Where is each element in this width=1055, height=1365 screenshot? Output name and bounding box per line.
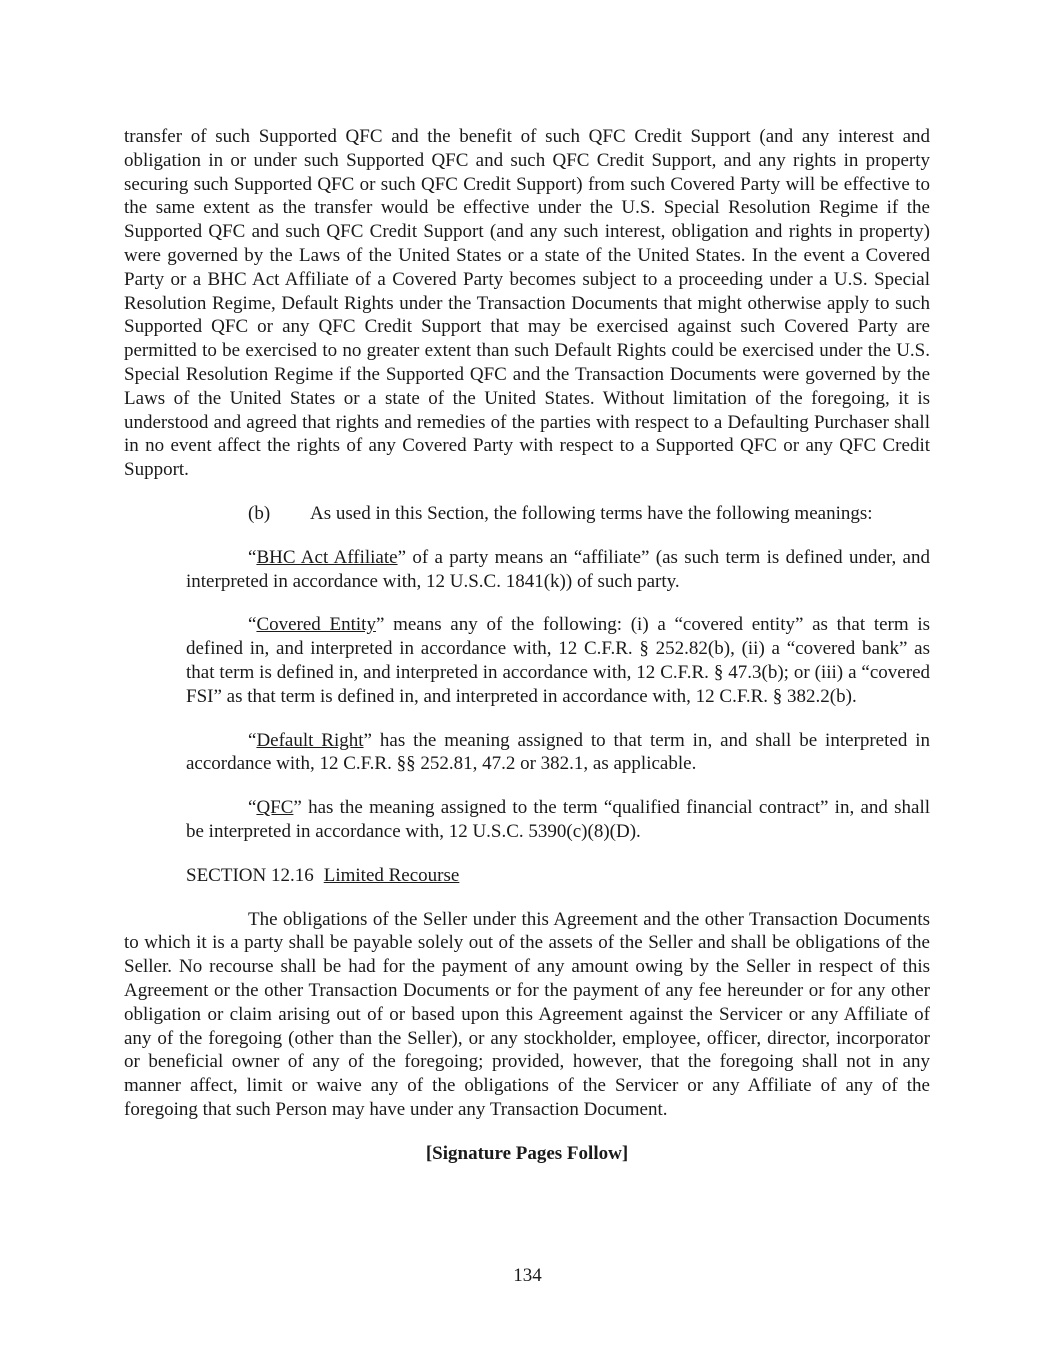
definition-open-quote: “ (248, 546, 257, 568)
signature-note: [Signature Pages Follow] (425, 1142, 629, 1164)
section-heading (186, 864, 930, 888)
definition-text: ” means any of the following: (i) a “covered entity” as that term is defined in, and interpreted in accordance with, 12 C.F.R. § 252.82(b), (ii) a “covered bank” as that term is defined in, and interpreted in accordance with, 12 C.F.R. § 47.3(b); or (iii) a “covered FSI” as that term is defined in, and interpreted in accordance with, 12 C.F.R. § 382.2(b). (186, 614, 931, 707)
definition-text: ” of a party means an “affiliate” (as such term is defined under, and interpreted in accordance with, 12 U.S.C. 1841(k)) of such party. (186, 546, 930, 592)
subsection-b-text: As used in this Section, the following terms have the following meanings: (310, 502, 873, 524)
definition-term: Covered Entity (256, 614, 376, 636)
definition-term: BHC Act Affiliate (256, 546, 398, 568)
continued-paragraph: transfer of such Supported QFC and the benefit of such QFC Credit Support (and any interest and obligation in or under such Supported QFC and such QFC Credit Support, and any rights in property securing such Supported QFC or such QFC Credit Support) from such Covered Party will be effective to the same extent as the transfer would be effective under the U.S. Special Resolution Regime if the Supported QFC and such QFC Credit Support (and any such interest, obligation and rights in property) were governed by the Laws of the United States or a state of the United States. In the event a Covered Party or a BHC Act Affiliate of a Covered Party becomes subject to a proceeding under a U.S. Special Resolution Regime, Default Rights under the Transaction Documents that might otherwise apply to such Supported QFC or any QFC Credit Support that may be exercised against such Covered Party are permitted to be exercised to no greater extent than such Default Rights could be exercised under the U.S. Special Resolution Regime if the Supported QFC and the Transaction Documents were governed by the Laws of the United States or a state of the United States. Without limitation of the foregoing, it is understood and agreed that rights and remedies of the parties with respect to a Defaulting Purchaser shall in no event affect the rights of any Covered Party with respect to a Supported QFC or any QFC Credit Support. (124, 126, 930, 481)
definition-default-right (186, 729, 930, 777)
definition-text: ” has the meaning assigned to the term “qualified financial contract” in, and shall be interpreted in accordance with, 12 U.S.C. 5390(c)(8)(D). (186, 797, 930, 842)
subsection-b (124, 502, 930, 526)
definition-open-quote: “ (248, 614, 257, 636)
section-title: Limited Recourse (323, 864, 460, 886)
section-body: The obligations of the Seller under this Agreement and the other Transaction Documents to which it is a party shall be payable solely out of the assets of the Seller and shall be obligations of the Seller. No recourse shall be had for the payment of any amount owing by the Seller in respect of this Agreement or the other Transaction Documents or for the payment of any fee hereunder or for any other obligation or claim arising out of or based upon this Agreement against the Servicer or any Affiliate of any of the foregoing (other than the Seller), or any stockholder, employee, officer, director, incorporator or beneficial owner of any of the foregoing; provided, however, that the foregoing shall not in any manner affect, limit or waive any of the obligations of the Servicer or any Affiliate of any of the foregoing that such Person may have under any Transaction Document. (124, 908, 930, 1120)
definition-term: Default Right (256, 729, 364, 751)
definition-bhc-act-affiliate (186, 546, 930, 594)
section-number: SECTION 12.16 (186, 864, 314, 886)
definition-open-quote: “ (248, 729, 257, 751)
definition-qfc (186, 796, 930, 844)
subsection-b-label: (b) (248, 502, 271, 524)
document-page (124, 125, 930, 1165)
definition-text: ” has the meaning assigned to that term in, and shall be interpreted in accordance with, 12 C.F.R. §§ 252.81, 47.2 or 382.1, as applicable. (186, 729, 931, 775)
definition-open-quote: “ (248, 797, 257, 819)
definition-covered-entity (186, 613, 930, 708)
definition-term: QFC (256, 797, 294, 819)
page-number: 134 (513, 1265, 542, 1286)
